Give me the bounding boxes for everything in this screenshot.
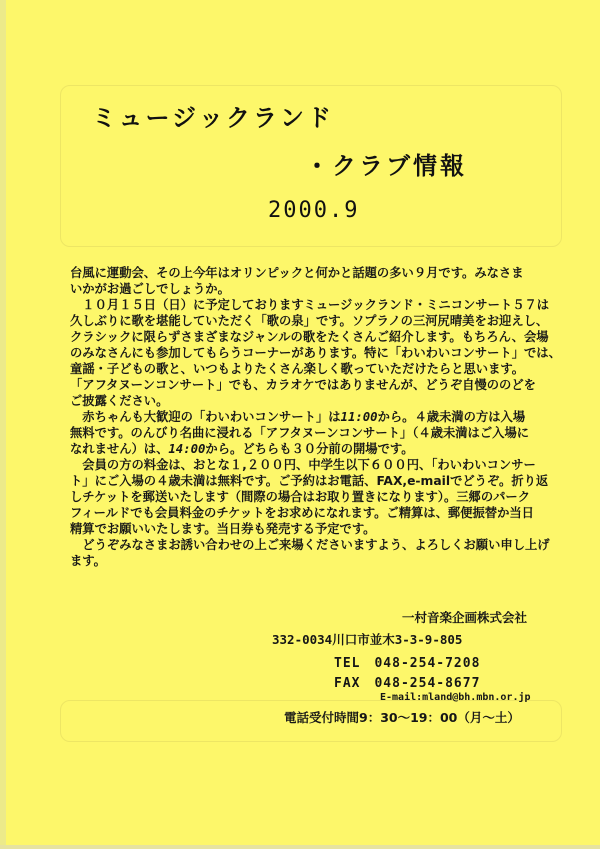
issue-date: 2000.9 [268,198,360,223]
body-line: 会員の方の料金は、おとな１,２００円、中学生以下６００円、「わいわいコンサー [70,458,536,472]
page-title-line2: ・クラブ情報 [305,152,467,180]
body-line: １０月１５日（日）に予定しておりますミュージックランド・ミニコンサート５７は [70,298,550,312]
body-line: 久しぶりに歌を堪能していただく「歌の泉」です。ソプラノの三河尻晴美をお迎えし、 [70,314,549,328]
concert-time-2: 14:00 [168,442,206,456]
body-line: クラシックに限らずさまざまなジャンルの歌をたくさんご紹介します。もちろん、会場 [70,330,549,344]
body-line: のみなさんにも参加してもらうコーナーがあります。特に「わいわいコンサート」では、 [70,346,561,360]
body-line: 精算でお願いいたします。当日券も発売する予定です。 [70,522,376,536]
body-line: しチケットを郵送いたします（間際の場合はお取り置きになります）。三郷のパーク [70,490,531,504]
body-line: ます。 [70,554,106,568]
body-line: 台風に運動会、その上今年はオリンピックと何かと話題の多い９月です。みなさま [70,266,524,280]
company-name: 一村音楽企画株式会社 [402,610,528,625]
body-line: 童謡・子どもの歌と、いつもよりたくさん楽しく歌っていただけたらと思います。 [70,362,525,376]
postal-address: 332-0034川口市並木3-3-9-805 [272,632,463,647]
body-line: ト」にご入場の４歳未満は無料です。ご予約はお電話、FAX,e-mailでどうぞ。折り返 [70,474,549,488]
body-line: フィールドでも会員料金のチケットをお求めになれます。ご精算は、郵便振替か当日 [70,506,534,520]
telephone-number: TEL 048-254-7208 [334,656,481,671]
body-line: 無料です。のんびり名曲に浸れる「アフタヌーンコンサート」（４歳未満はご入場に [70,426,530,440]
email-address: E-mail:mland@bh.mbn.or.jp [380,692,531,703]
body-line: ご披露ください。 [70,394,169,408]
body-line: どうぞみなさまお誘い合わせの上ご来場くださいますよう、よろしくお願い申し上げ [70,538,550,552]
phone-hours: 電話受付時間9：30～19：00（月～土） [284,710,520,725]
page-shadow-left [0,0,6,849]
body-line [70,441,560,457]
body-text-span: 赤ちゃんも大歓迎の「わいわいコンサート」は [70,410,341,424]
page-title-line1: ミュージックランド [92,104,335,132]
body-line: 「アフタヌーンコンサート」でも、カラオケではありませんが、どうぞ自慢ののどを [70,378,536,392]
body-line: いかがお過ごしでしょうか。 [70,282,230,296]
page-shadow-bottom [0,845,600,849]
body-text-span: から。どちらも３０分前の開場です。 [205,442,414,456]
body-line [70,409,560,425]
newsletter-body [70,265,560,569]
concert-time-1: 11:00 [340,410,378,424]
fax-number: FAX 048-254-8677 [334,676,481,691]
body-text-span: なれません）は、 [70,442,169,456]
body-text-span: から。４歳未満の方は入場 [377,410,526,424]
